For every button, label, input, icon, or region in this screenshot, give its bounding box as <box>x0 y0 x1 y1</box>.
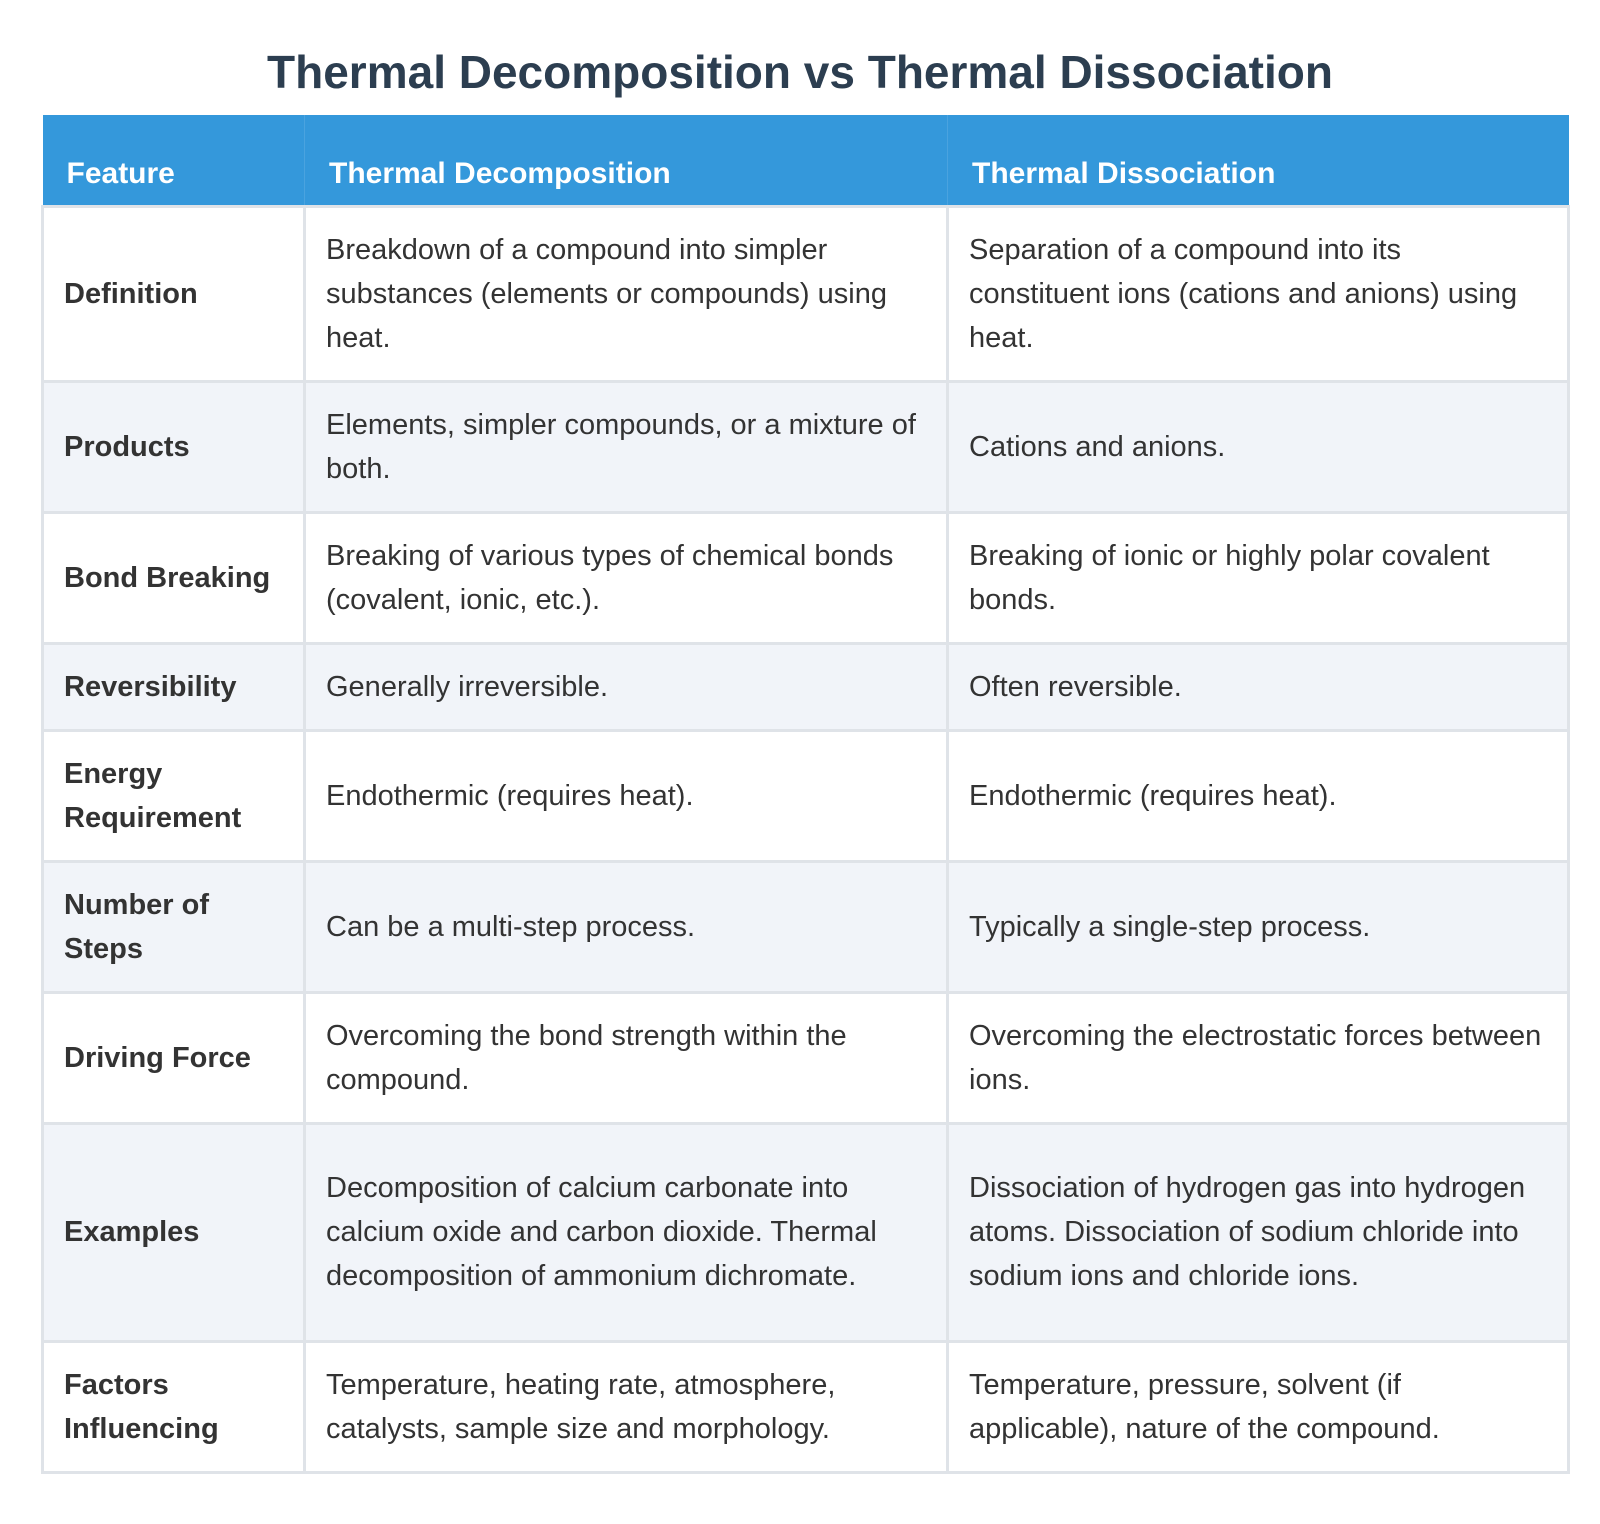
table-row <box>43 992 1569 1123</box>
decomposition-cell: Breakdown of a compound into simpler substances (elements or compounds) using heat. <box>305 206 948 381</box>
table-row <box>43 381 1569 512</box>
dissociation-cell: Dissociation of hydrogen gas into hydrogen atoms. Dissociation of sodium chloride into sodium ions and chloride ions. <box>948 1123 1569 1341</box>
feature-cell: Factors Influencing <box>43 1341 305 1472</box>
decomposition-cell: Endothermic (requires heat). <box>305 730 948 861</box>
header-thermal-dissociation: Thermal Dissociation <box>948 115 1569 206</box>
table-body <box>43 206 1569 1472</box>
decomposition-cell: Overcoming the bond strength within the compound. <box>305 992 948 1123</box>
feature-cell: Definition <box>43 206 305 381</box>
feature-cell: Examples <box>43 1123 305 1341</box>
dissociation-cell: Overcoming the electrostatic forces between ions. <box>948 992 1569 1123</box>
decomposition-cell: Temperature, heating rate, atmosphere, catalysts, sample size and morphology. <box>305 1341 948 1472</box>
decomposition-cell: Can be a multi-step process. <box>305 861 948 992</box>
dissociation-cell: Typically a single-step process. <box>948 861 1569 992</box>
dissociation-cell: Cations and anions. <box>948 381 1569 512</box>
table-row <box>43 206 1569 381</box>
table-header <box>43 115 1569 206</box>
dissociation-cell: Separation of a compound into its constituent ions (cations and anions) using heat. <box>948 206 1569 381</box>
decomposition-cell: Generally irreversible. <box>305 643 948 730</box>
decomposition-cell: Breaking of various types of chemical bonds (covalent, ionic, etc.). <box>305 512 948 643</box>
header-row <box>43 115 1569 206</box>
table-row <box>43 512 1569 643</box>
comparison-table <box>41 115 1570 1474</box>
table-row <box>43 730 1569 861</box>
dissociation-cell: Breaking of ionic or highly polar covalent bonds. <box>948 512 1569 643</box>
table-row <box>43 1123 1569 1341</box>
table-row <box>43 643 1569 730</box>
feature-cell: Reversibility <box>43 643 305 730</box>
dissociation-cell: Temperature, pressure, solvent (if applicable), nature of the compound. <box>948 1341 1569 1472</box>
dissociation-cell: Endothermic (requires heat). <box>948 730 1569 861</box>
table-row <box>43 1341 1569 1472</box>
header-feature: Feature <box>43 115 305 206</box>
dissociation-cell: Often reversible. <box>948 643 1569 730</box>
feature-cell: Driving Force <box>43 992 305 1123</box>
feature-cell: Energy Requirement <box>43 730 305 861</box>
feature-cell: Products <box>43 381 305 512</box>
comparison-table-container <box>41 115 1567 1474</box>
header-thermal-decomposition: Thermal Decomposition <box>305 115 948 206</box>
decomposition-cell: Decomposition of calcium carbonate into calcium oxide and carbon dioxide. Thermal decomposition of ammonium dichromate. <box>305 1123 948 1341</box>
feature-cell: Bond Breaking <box>43 512 305 643</box>
page-title: Thermal Decomposition vs Thermal Dissociation <box>267 46 1333 98</box>
feature-cell: Number of Steps <box>43 861 305 992</box>
decomposition-cell: Elements, simpler compounds, or a mixture of both. <box>305 381 948 512</box>
table-row <box>43 861 1569 992</box>
